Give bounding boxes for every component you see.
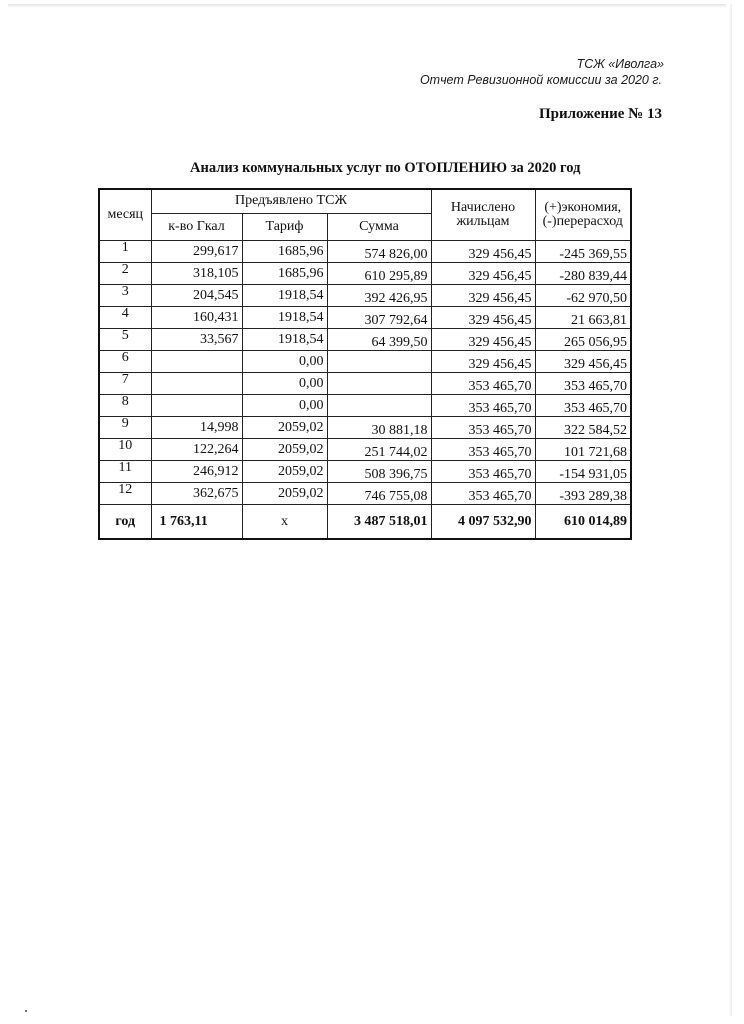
cell-tariff: 2059,02	[242, 439, 327, 461]
total-qty: 1 763,11	[151, 505, 242, 540]
heating-analysis-table	[98, 188, 632, 540]
cell-month: 3	[99, 285, 151, 307]
cell-month: 2	[99, 263, 151, 285]
appendix-number: Приложение № 13	[538, 106, 662, 122]
table-row	[99, 307, 631, 329]
cell-saving: 101 721,68	[535, 439, 631, 461]
cell-qty: 318,105	[151, 263, 242, 285]
cell-sum: 251 744,02	[327, 439, 431, 461]
cell-qty: 362,675	[151, 483, 242, 505]
table-row	[99, 373, 631, 395]
cell-sum: 746 755,08	[327, 483, 431, 505]
cell-qty	[151, 395, 242, 417]
table-row	[99, 329, 631, 351]
header-economy-line1: (+)экономия,	[544, 200, 622, 215]
header-sum: Сумма	[327, 213, 431, 240]
cell-accrued: 329 456,45	[431, 263, 535, 285]
cell-sum	[327, 395, 431, 417]
table-row	[99, 395, 631, 417]
cell-tariff: 0,00	[242, 351, 327, 373]
cell-month: 8	[99, 395, 151, 417]
cell-month: 4	[99, 307, 151, 329]
cell-accrued: 353 465,70	[431, 417, 535, 439]
table-body	[99, 241, 631, 505]
table-row	[99, 351, 631, 373]
cell-saving: -393 289,38	[535, 483, 631, 505]
cell-tariff: 2059,02	[242, 461, 327, 483]
cell-sum: 30 881,18	[327, 417, 431, 439]
table-row	[99, 439, 631, 461]
cell-accrued: 353 465,70	[431, 373, 535, 395]
cell-saving: 21 663,81	[535, 307, 631, 329]
cell-saving: -245 369,55	[535, 241, 631, 263]
cell-accrued: 329 456,45	[431, 241, 535, 263]
cell-month: 10	[99, 439, 151, 461]
cell-month: 11	[99, 461, 151, 483]
cell-sum: 392 426,95	[327, 285, 431, 307]
total-accrued: 4 097 532,90	[431, 505, 535, 540]
cell-sum	[327, 373, 431, 395]
total-tariff: х	[242, 505, 327, 540]
header-accrued-line1: Начислено	[450, 200, 516, 215]
cell-sum	[327, 351, 431, 373]
cell-qty	[151, 351, 242, 373]
cell-qty: 299,617	[151, 241, 242, 263]
header-qty: к-во Гкал	[151, 213, 242, 240]
cell-tariff: 1685,96	[242, 263, 327, 285]
cell-accrued: 353 465,70	[431, 483, 535, 505]
cell-month: 1	[99, 241, 151, 263]
cell-qty: 160,431	[151, 307, 242, 329]
table-row	[99, 461, 631, 483]
cell-saving: 353 465,70	[535, 373, 631, 395]
total-sum: 3 487 518,01	[327, 505, 431, 540]
cell-qty: 33,567	[151, 329, 242, 351]
cell-saving: 353 465,70	[535, 395, 631, 417]
cell-saving: -154 931,05	[535, 461, 631, 483]
header-presented-group: Предъявлено ТСЖ	[151, 189, 431, 213]
header-tariff: Тариф	[242, 213, 327, 240]
scan-top-edge	[8, 4, 726, 8]
cell-qty: 122,264	[151, 439, 242, 461]
scan-right-edge	[729, 4, 732, 1016]
cell-accrued: 329 456,45	[431, 285, 535, 307]
table-row	[99, 241, 631, 263]
total-label: год	[99, 505, 151, 540]
cell-qty: 14,998	[151, 417, 242, 439]
cell-accrued: 329 456,45	[431, 351, 535, 373]
total-saving: 610 014,89	[535, 505, 631, 540]
organization-name: ТСЖ «Иволга»	[576, 57, 664, 71]
cell-tariff: 1685,96	[242, 241, 327, 263]
cell-tariff: 2059,02	[242, 417, 327, 439]
cell-saving: -62 970,50	[535, 285, 631, 307]
cell-sum: 574 826,00	[327, 241, 431, 263]
cell-sum: 307 792,64	[327, 307, 431, 329]
header-accrued	[431, 189, 535, 241]
table-row	[99, 417, 631, 439]
cell-qty: 246,912	[151, 461, 242, 483]
table-row	[99, 285, 631, 307]
cell-tariff: 0,00	[242, 395, 327, 417]
cell-qty	[151, 373, 242, 395]
cell-tariff: 2059,02	[242, 483, 327, 505]
cell-accrued: 353 465,70	[431, 395, 535, 417]
cell-accrued: 329 456,45	[431, 329, 535, 351]
cell-tariff: 1918,54	[242, 329, 327, 351]
cell-saving: -280 839,44	[535, 263, 631, 285]
cell-saving: 322 584,52	[535, 417, 631, 439]
scan-dust-spot	[25, 1010, 27, 1012]
table-row	[99, 263, 631, 285]
cell-qty: 204,545	[151, 285, 242, 307]
cell-month: 9	[99, 417, 151, 439]
cell-saving: 265 056,95	[535, 329, 631, 351]
table-row	[99, 483, 631, 505]
cell-month: 7	[99, 373, 151, 395]
cell-sum: 64 399,50	[327, 329, 431, 351]
cell-accrued: 353 465,70	[431, 461, 535, 483]
header-economy	[535, 189, 631, 241]
cell-tariff: 1918,54	[242, 307, 327, 329]
cell-accrued: 329 456,45	[431, 307, 535, 329]
table-title: Анализ коммунальных услуг по ОТОПЛЕНИЮ за 2020 год	[190, 160, 581, 176]
cell-month: 12	[99, 483, 151, 505]
cell-sum: 508 396,75	[327, 461, 431, 483]
header-accrued-line2: жильцам	[456, 214, 510, 229]
cell-month: 6	[99, 351, 151, 373]
cell-saving: 329 456,45	[535, 351, 631, 373]
total-row	[99, 505, 631, 540]
report-title: Отчет Ревизионной комиссии за 2020 г.	[419, 73, 662, 87]
cell-tariff: 1918,54	[242, 285, 327, 307]
header-month: месяц	[99, 189, 151, 241]
cell-month: 5	[99, 329, 151, 351]
cell-tariff: 0,00	[242, 373, 327, 395]
cell-accrued: 353 465,70	[431, 439, 535, 461]
cell-sum: 610 295,89	[327, 263, 431, 285]
header-economy-line2: (-)перерасход	[542, 214, 623, 229]
